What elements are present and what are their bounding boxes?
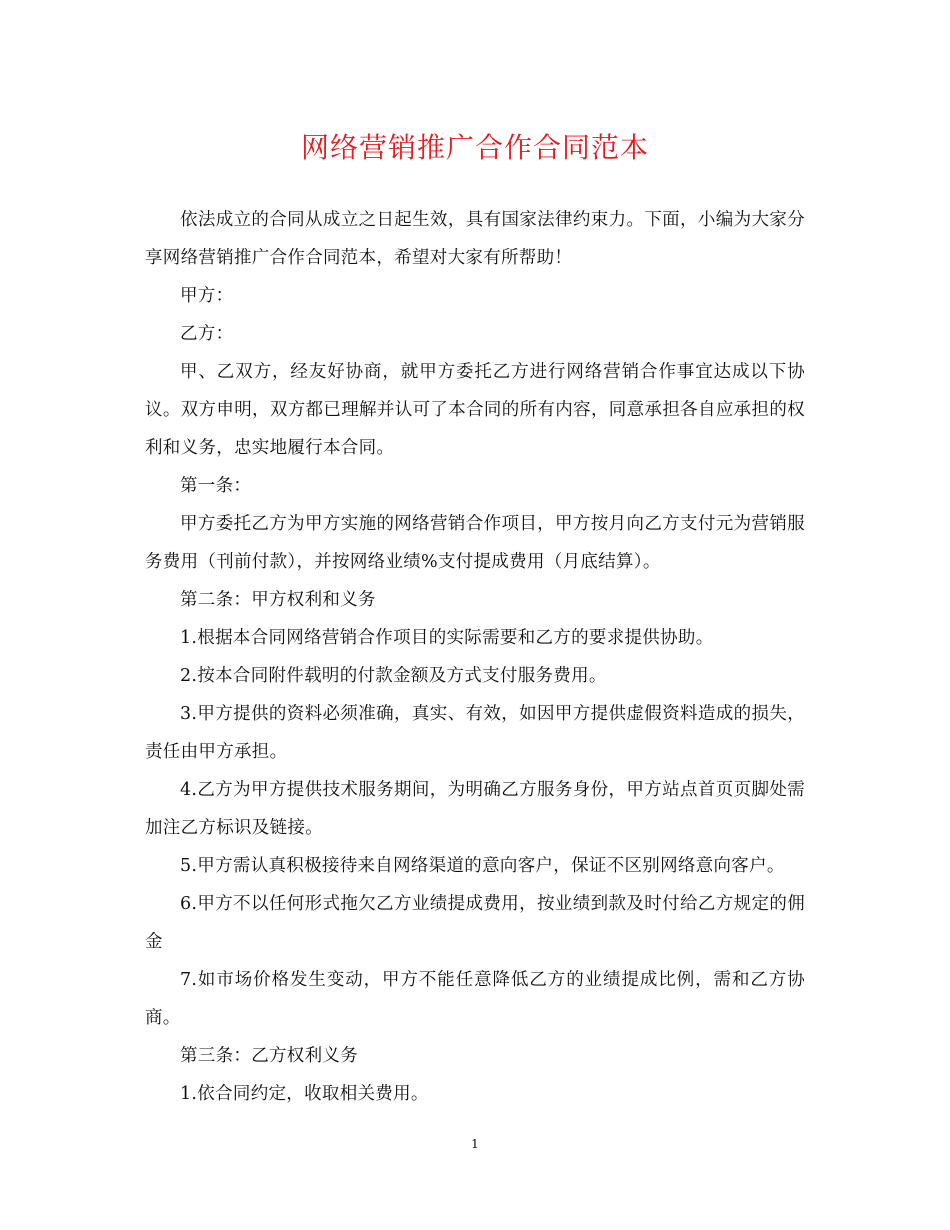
- paragraph-agreement: 甲、乙双方，经友好协商，就甲方委托乙方进行网络营销合作事宜达成以下协议。双方申明，双方都已理解并认可了本合同的所有内容，同意承担各自应承担的权利和义务，忠实地履行本合同。: [145, 362, 805, 458]
- article-3-heading: 第三条：乙方权利义务: [180, 1046, 358, 1066]
- article-2-heading: 第二条：甲方权利和义务: [180, 590, 376, 610]
- document-body: [145, 201, 805, 1113]
- article-1-heading: 第一条：: [180, 476, 252, 496]
- article-2-item-1: 1.根据本合同网络营销合作项目的实际需要和乙方的要求提供协助。: [180, 628, 714, 648]
- article-2-item-4: 4.乙方为甲方提供技术服务期间，为明确乙方服务身份，甲方站点首页页脚处需加注乙方标识及链接。: [145, 780, 805, 838]
- article-3-item-1: 1.依合同约定，收取相关费用。: [180, 1084, 429, 1104]
- page-number: 1: [471, 1137, 479, 1151]
- paragraph-party-a: 甲方：: [180, 286, 234, 306]
- article-1-body: 甲方委托乙方为甲方实施的网络营销合作项目，甲方按月向乙方支付元为营销服务费用（刊前付款），并按网络业绩%支付提成费用（月底结算）。: [145, 514, 805, 572]
- article-2-item-2: 2.按本合同附件载明的付款金额及方式支付服务费用。: [180, 666, 607, 686]
- article-2-item-5: 5.甲方需认真积极接待来自网络渠道的意向客户，保证不区别网络意向客户。: [180, 856, 785, 876]
- article-2-item-7: 7.如市场价格发生变动，甲方不能任意降低乙方的业绩提成比例，需和乙方协商。: [145, 970, 805, 1028]
- paragraph-party-b: 乙方：: [180, 324, 234, 344]
- article-2-item-6: 6.甲方不以任何形式拖欠乙方业绩提成费用，按业绩到款及时付给乙方规定的佣金: [145, 894, 805, 952]
- paragraph-intro: 依法成立的合同从成立之日起生效，具有国家法律约束力。下面，小编为大家分享网络营销推广合作合同范本，希望对大家有所帮助！: [145, 210, 805, 268]
- article-2-item-3: 3.甲方提供的资料必须准确，真实、有效，如因甲方提供虚假资料造成的损失，责任由甲方承担。: [145, 704, 805, 762]
- document-title: 网络营销推广合作合同范本: [300, 131, 649, 164]
